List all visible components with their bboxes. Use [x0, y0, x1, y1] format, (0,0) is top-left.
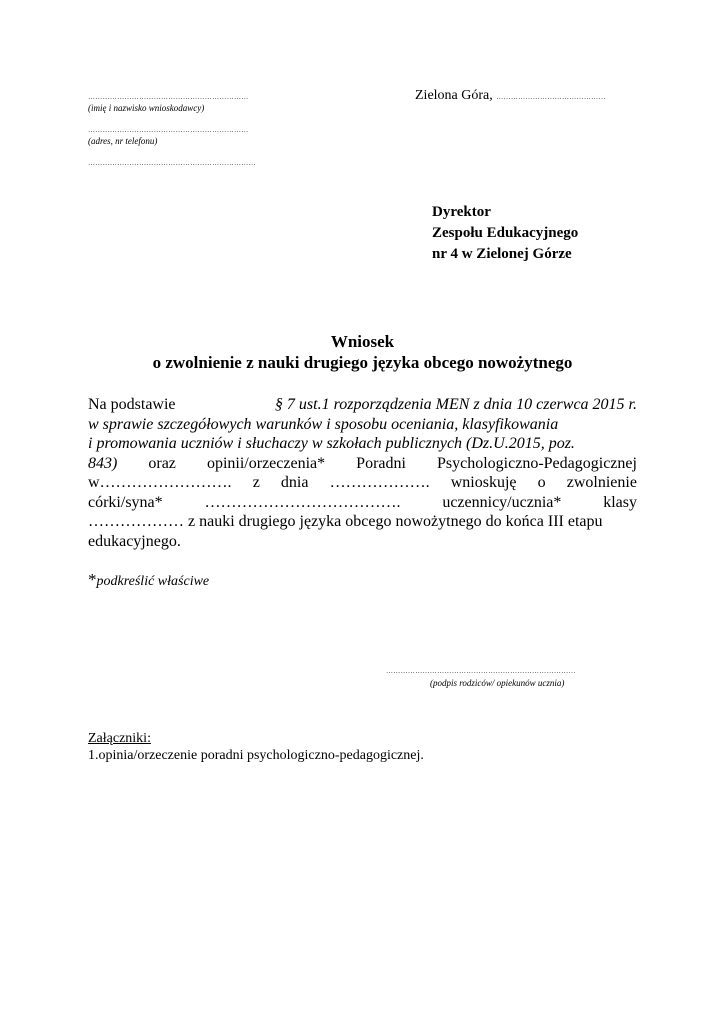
body-text: córki/syna*: [88, 493, 163, 511]
body-text: uczennicy/ucznia*: [442, 493, 562, 511]
applicant-name-line[interactable]: …………………………………………………………: [88, 93, 249, 101]
date-line[interactable]: ………………………………………: [496, 93, 606, 101]
place-label: Zielona Góra,: [415, 88, 493, 103]
applicant-address-line[interactable]: …………………………………………………………: [88, 126, 249, 134]
body-text: Na podstawie: [88, 396, 176, 413]
recipient-block: [432, 202, 578, 265]
body-line-2: [88, 415, 637, 435]
legal-basis: w sprawie szczegółowych warunków i sposobu oceniania, klasyfikowania: [88, 415, 559, 433]
place-date: [415, 88, 606, 104]
footnote-text: podkreślić właściwe: [96, 574, 210, 589]
body-text: o: [537, 474, 546, 491]
body-text: Psychologiczno-Pedagogicznej: [437, 454, 637, 472]
legal-basis: i promowania uczniów i słuchaczy w szkołach publicznych (Dz.U.2015, poz.: [88, 435, 575, 452]
student-name-field[interactable]: ……………………………….: [204, 493, 401, 511]
request-body: [88, 395, 637, 551]
body-text: wnioskuję: [450, 474, 517, 491]
body-line-5: [88, 473, 637, 493]
attachment-item: 1.opinia/orzeczenie poradni psychologiczno-pedagogicznej.: [88, 748, 424, 763]
document-title: [0, 331, 725, 373]
title-main: Wniosek: [330, 332, 395, 351]
body-line-6: [88, 493, 637, 513]
attachments-heading: Załączniki:: [88, 731, 151, 746]
recipient-location: nr 4 w Zielonej Górze: [432, 246, 572, 262]
body-line-4: [88, 454, 637, 474]
applicant-extra-line[interactable]: ……………………………………………………………: [88, 159, 256, 167]
body-text: opinii/orzeczenia*: [206, 454, 326, 472]
class-field[interactable]: ……………… z nauki drugiego języka obcego nowożytnego do końca III etapu: [88, 513, 603, 530]
body-line-1: [88, 395, 637, 415]
body-text: edukacyjnego.: [88, 532, 181, 550]
legal-basis: 843): [88, 454, 118, 472]
body-line-7: [88, 512, 637, 532]
recipient-institution: Zespołu Edukacyjnego: [432, 225, 579, 241]
body-text: Poradni: [356, 454, 406, 472]
attachments: [88, 730, 424, 764]
opinion-date-field[interactable]: ……………….: [329, 474, 430, 491]
body-text: dnia: [280, 474, 309, 491]
body-line-3: [88, 434, 637, 454]
footnote-asterisk: *: [88, 570, 97, 589]
applicant-name-caption: (imię i nazwisko wnioskodawcy): [88, 103, 205, 113]
body-text: klasy: [603, 493, 637, 511]
signature-caption: (podpis rodziców/ opiekunów ucznia): [430, 678, 565, 688]
legal-basis: § 7 ust.1 rozporządzenia MEN z dnia 10 czerwca 2015 r.: [274, 396, 637, 413]
body-text: zwolnienie: [566, 474, 637, 491]
recipient-title: Dyrektor: [432, 204, 491, 220]
body-text: z: [252, 474, 260, 491]
clinic-location-field[interactable]: w…………………….: [88, 474, 232, 491]
body-line-8: [88, 532, 637, 552]
applicant-address-caption: (adres, nr telefonu): [88, 136, 158, 146]
title-subtitle: o zwolnienie z nauki drugiego języka obcego nowożytnego: [152, 353, 573, 372]
body-text: oraz: [148, 454, 176, 472]
signature-line[interactable]: ……………………………………………………………………: [386, 667, 576, 675]
footnote: [88, 570, 209, 590]
